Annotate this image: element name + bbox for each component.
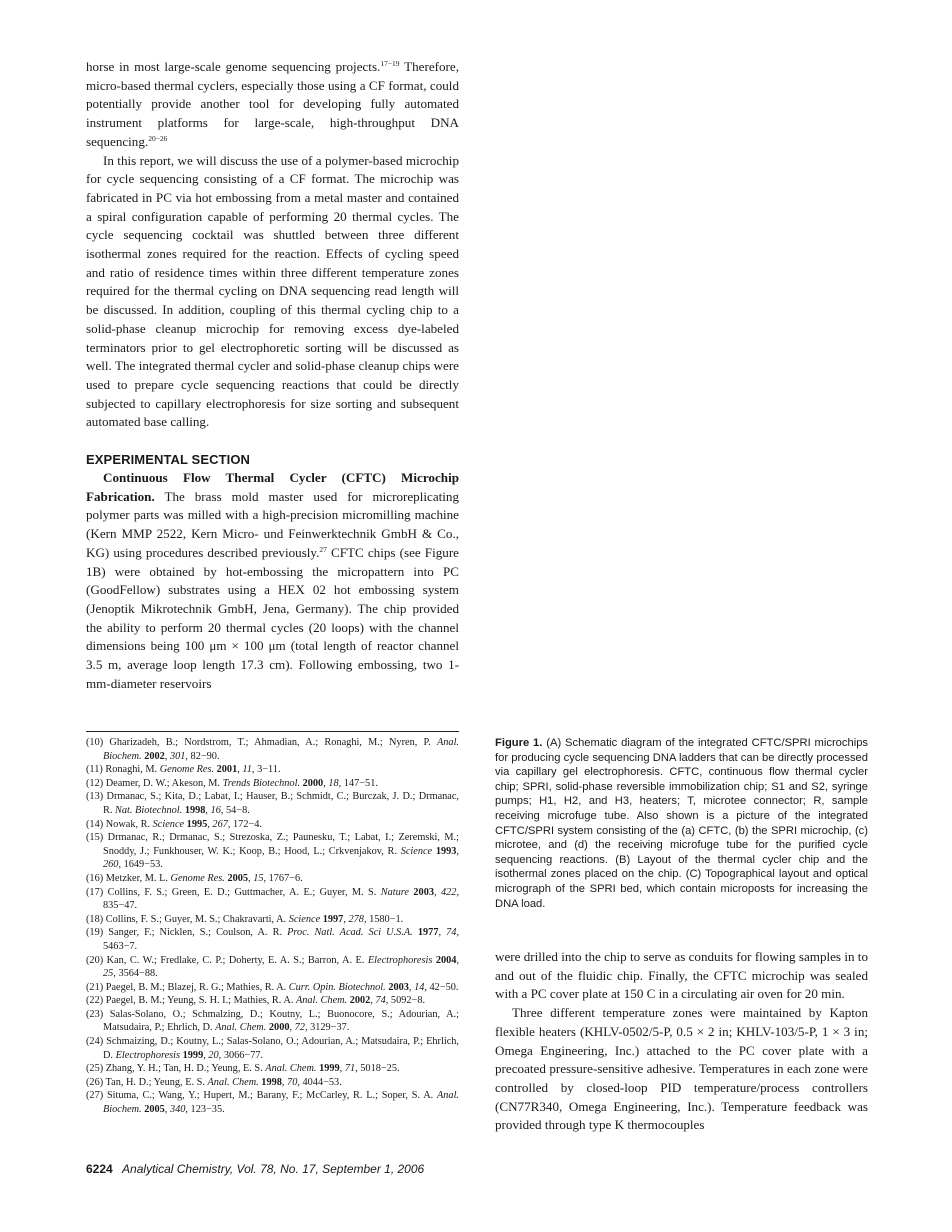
reference-pages: , 3564−88. (113, 968, 158, 980)
reference-pages: , 1767−6. (263, 872, 303, 884)
reference-item: (27) Situma, C.; Wang, Y.; Hupert, M.; Barany, F.; McCarley, R. L.; Soper, S. A. Anal. Biochem. 2005, 340, 123−35. (86, 1090, 460, 1116)
reference-pages: , 54−8. (220, 804, 250, 816)
reference-item: (24) Schmaizing, D.; Koutny, L.; Salas-Solano, O.; Adourian, A.; Matsudaira, P.; Ehrlich, D. Electrophoresis 1999, 20, 3066−77. (86, 1036, 460, 1061)
left-column (86, 58, 459, 694)
reference-year: 2005 (144, 1104, 165, 1116)
citation-superscript: 20−26 (148, 133, 168, 143)
reference-volume: 14 (414, 981, 425, 993)
reference-authors: Paegel, B. M.; Yeung, S. H. I.; Mathies, R. A. (105, 995, 296, 1007)
reference-year: 1977 (417, 927, 439, 939)
reference-year: 1993 (435, 845, 457, 857)
reference-authors: Kan, C. W.; Fredlake, C. P.; Doherty, E. A. S.; Barron, A. E. (106, 954, 368, 966)
reference-journal: Nat. Biotechnol. (115, 804, 183, 816)
section-heading: EXPERIMENTAL SECTION (86, 452, 251, 468)
body-paragraph (86, 58, 459, 152)
reference-number: (12) (86, 777, 104, 789)
reference-authors: Drmanac, S.; Kita, D.; Labat, I.; Hauser, B.; Schmidt, C.; Burczak, J. D.; Drmanac, R. (103, 791, 460, 816)
body-paragraph: Three different temperature zones were maintained by Kapton flexible heaters (KHLV-0502/5-P, 0.5 × 2 in; KHLV-103/5-P, 1 × 3 in; Omega Engineering, Inc.) attached to the PC cover plate with a precoated pressure-sensitive adhesive. Temperatures in each zone were controlled by closed-loop PID temperature/process controllers (CN77R340, Omega Engineering, Inc.). Temperature feedback was provided through type K thermocouples (495, 1005, 868, 1133)
reference-pages: , 3129−37. (304, 1022, 350, 1034)
reference-item: (19) Sanger, F.; Nicklen, S.; Coulson, A. R. Proc. Natl. Acad. Sci U.S.A. 1977, 74, 5463−7. (86, 927, 460, 952)
reference-list (86, 731, 459, 1117)
reference-journal: Proc. Natl. Acad. Sci U.S.A. (287, 927, 413, 939)
reference-year: 1998 (184, 804, 206, 816)
reference-item: (10) Gharizadeh, B.; Nordstrom, T.; Ahmadian, A.; Ronaghi, M.; Nyren, P. Anal. Biochem. 2002, 301, 82−90. (86, 737, 460, 762)
reference-number: (13) (86, 791, 104, 803)
reference-authors: Metzker, M. L. (105, 872, 171, 884)
reference-volume: 260 (103, 859, 119, 871)
reference-journal: Anal. Biochem. (103, 737, 460, 762)
reference-item: (15) Drmanac, R.; Drmanac, S.; Strezoska, Z.; Paunesku, T.; Labat, I.; Zeremski, M.; Snoddy, J.; Funkhouser, W. K.; Koop, B.; Hood, L.; Crkvenjakov, R. Science 1993, 260, 1649−53. (86, 832, 459, 871)
reference-item: (18) Collins, F. S.; Guyer, M. S.; Chakravarti, A. Science 1997, 278, 1580−1. (86, 913, 404, 925)
reference-number: (19) (86, 927, 104, 939)
reference-number: (18) (86, 913, 104, 925)
reference-item: (14) Nowak, R. Science 1995, 267, 172−4. (86, 818, 262, 830)
reference-year: 2001 (216, 764, 238, 776)
reference-volume: 16 (210, 804, 221, 816)
reference-year: 2002 (349, 995, 371, 1007)
reference-item: (17) Collins, F. S.; Green, E. D.; Guttmacher, A. E.; Guyer, M. S. Nature 2003, 422, 835−47. (86, 886, 460, 912)
reference-volume: 422 (440, 886, 457, 898)
reference-journal: Science (152, 818, 185, 830)
reference-year: 1995 (186, 818, 208, 830)
reference-pages: , 123−35. (185, 1104, 225, 1116)
citation-superscript: 27 (319, 544, 327, 554)
reference-volume: 70 (287, 1076, 298, 1088)
reference-authors: Ronaghi, M. (105, 764, 160, 776)
reference-number: (25) (86, 1063, 104, 1075)
reference-number: (27) (86, 1090, 104, 1102)
reference-volume: 11 (242, 764, 252, 776)
paragraph-text: CFTC chips (see Figure 1B) were obtained by hot-embossing the micropattern into PC (GoodFellow) substrates using a HEX 02 hot embossing system (Jenoptik Mikrotechnik GmbH, Jena, Germany). The chip provided the ability to perform 20 thermal cycles (20 loops) with the channel dimensions being 100 μm × 100 μm (total length of reactor channel 3.5 m, average loop length 17.3 cm). Following embossing, two 1-mm-diameter reservoirs (86, 544, 459, 691)
citation-superscript: 17−19 (380, 59, 400, 68)
figure-caption (495, 736, 868, 911)
reference-authors: Tan, H. D.; Yeung, E. S. (105, 1076, 208, 1088)
reference-pages: , 3−11. (251, 764, 281, 776)
paragraph-text: Therefore, micro-based thermal cyclers, especially those using a CF format, could potentially provide another tool for developing fully automated instrument platforms for large-scale, high-throughput DNA sequencing. (86, 59, 460, 149)
reference-volume: 278 (348, 913, 364, 925)
reference-volume: 267 (212, 818, 228, 830)
journal-info: Analytical Chemistry, Vol. 78, No. 17, September 1, 2006 (122, 1162, 425, 1176)
reference-authors: Gharizadeh, B.; Nordstrom, T.; Ahmadian, A.; Ronaghi, M.; Nyren, P. (109, 737, 437, 748)
reference-journal: Trends Biotechnol. (222, 777, 301, 789)
reference-number: (15) (86, 832, 104, 844)
reference-journal: Electrophoresis (367, 954, 433, 966)
reference-number: (22) (86, 995, 104, 1007)
reference-year: 2000 (268, 1022, 290, 1034)
reference-pages: , 1649−53. (118, 859, 163, 871)
reference-volume: 340 (169, 1104, 186, 1116)
reference-journal: Science (400, 845, 433, 857)
paragraph-text: horse in most large-scale genome sequencing projects. (86, 59, 381, 74)
reference-item: (13) Drmanac, S.; Kita, D.; Labat, I.; Hauser, B.; Schmidt, C.; Burczak, J. D.; Drmanac, R. Nat. Biotechnol. 1998, 16, 54−8. (86, 791, 460, 816)
reference-item: (21) Paegel, B. M.; Blazej, R. G.; Mathies, R. A. Curr. Opin. Biotechnol. 2003, 14, 42−50. (86, 981, 459, 993)
reference-authors: Collins, F. S.; Green, E. D.; Guttmacher, A. E.; Guyer, M. S. (107, 886, 381, 898)
page-number: 6224 (86, 1162, 113, 1176)
figure-caption-block (495, 736, 868, 948)
reference-authors: Drmanac, R.; Drmanac, S.; Strezoska, Z.; Paunesku, T.; Labat, I.; Zeremski, M.; Snoddy, J.; Funkhouser, W. K.; Koop, B.; Hood, L.; Crkvenjakov, R. (103, 832, 459, 857)
reference-pages: , 4044−53. (297, 1076, 342, 1088)
reference-year: 2000 (302, 777, 324, 789)
reference-year: 1999 (182, 1049, 204, 1061)
reference-authors: Deamer, D. W.; Akeson, M. (105, 777, 223, 789)
reference-item: (26) Tan, H. D.; Yeung, E. S. Anal. Chem. 1998, 70, 4044−53. (86, 1076, 342, 1088)
reference-authors: Paegel, B. M.; Blazej, R. G.; Mathies, R. A. (105, 981, 289, 993)
reference-year: 2004 (435, 954, 457, 966)
reference-item: (11) Ronaghi, M. Genome Res. 2001, 11, 3−11. (86, 764, 281, 776)
reference-year: 2002 (144, 750, 165, 762)
reference-year: 2005 (227, 872, 249, 884)
reference-journal: Curr. Opin. Biotechnol. (288, 981, 386, 993)
reference-year: 1999 (319, 1063, 340, 1075)
reference-volume: 18 (328, 777, 339, 789)
reference-authors: Nowak, R. (105, 818, 153, 830)
reference-year: 1997 (322, 913, 344, 925)
right-column (495, 736, 868, 1135)
figure-label: Figure 1. (495, 737, 543, 749)
reference-authors: Salas-Solano, O.; Schmalzing, D.; Koutny, L.; Buonocore, S.; Adourian, A.; Matsudaira, P.; Ehrlich, D. (103, 1008, 459, 1034)
reference-journal: Anal. Biochem. (103, 1090, 460, 1116)
reference-journal: Genome Res. (159, 764, 215, 776)
reference-number: (17) (86, 886, 104, 898)
reference-journal: Anal. Chem. (215, 1022, 267, 1034)
reference-number: (20) (86, 954, 104, 966)
reference-number: (10) (86, 737, 104, 748)
reference-number: (21) (86, 981, 104, 993)
caption-text: (A) Schematic diagram of the integrated CFTC/SPRI microchips for producing cycle sequencing DNA ladders that can be directly processed via capillary gel electrophoresis. CFTC, continuous flow thermal cycler chip; SPRI, solid-phase reversible immobilization chip; S1 and S2, syringe pumps; H1, H2, and H3, heaters; T, microtee connector; R, sample receiving microfuge tube. Also shown is a picture of the integrated CFTC/SPRI system consisting of the (a) CFTC, (b) the SPRI microchip, (c) microtee, and (d) the receiving microfuge tube for the purified cycle sequencing reactions. (B) Layout of the thermal cycler chip and the isothermal zones placed on the chip. (C) Topographical layout and optical micrograph of the SPRI bed, which contain microposts for increasing the DNA load. (495, 737, 869, 910)
body-paragraph: were drilled into the chip to serve as conduits for flowing samples in to and out of the fluidic chip. Finally, the CFTC microchip was sealed with a PC cover plate at 150 C in a circulating air oven for 20 min. (495, 949, 868, 1002)
body-paragraph (86, 469, 459, 693)
reference-pages: , 835−47. (103, 886, 460, 912)
reference-pages: , 147−51. (338, 777, 378, 789)
reference-volume: 74 (375, 995, 386, 1007)
reference-authors: Situma, C.; Wang, Y.; Hupert, M.; Barany, F.; McCarley, R. L.; Soper, S. A. (106, 1090, 437, 1102)
reference-number: (16) (86, 872, 104, 884)
reference-number: (24) (86, 1036, 104, 1048)
reference-pages: , 42−50. (424, 981, 459, 993)
reference-item: (25) Zhang, Y. H.; Tan, H. D.; Yeung, E. S. Anal. Chem. 1999, 71, 5018−25. (86, 1063, 400, 1075)
reference-number: (26) (86, 1076, 104, 1088)
reference-item: (12) Deamer, D. W.; Akeson, M. Trends Biotechnol. 2000, 18, 147−51. (86, 777, 378, 789)
reference-pages: , 1580−1. (363, 913, 404, 925)
body-paragraph: In this report, we will discuss the use of a polymer-based microchip for cycle sequencing consisting of a CF format. The microchip was fabricated in PC via hot embossing from a metal master and contained a spiral configuration capable of performing 20 thermal cycles. The cycle sequencing cocktail was shuttled between three different isothermal zones required for the reaction. Effects of cycling speed and ratio of residence times within three different temperature zones required for the thermal cycling on DNA sequencing read length will be discussed. In addition, coupling of this thermal cycling chip to a solid-phase cleanup microchip for removing excess dye-labeled terminators prior to gel electrophoretic sorting will be discussed as well. The integrated thermal cycler and solid-phase cleanup chips were used to prepare cycle sequencing reactions that could be directly subjected to capillary electrophoresis for size sorting and subsequent automated base calling. (86, 152, 459, 430)
reference-volume: 74 (446, 927, 457, 939)
reference-journal: Genome Res. (170, 872, 225, 884)
page-footer (86, 1162, 424, 1176)
reference-year: 2003 (388, 981, 409, 993)
reference-volume: 301 (169, 750, 186, 762)
reference-number: (14) (86, 818, 104, 830)
reference-year: 2003 (413, 886, 434, 898)
reference-authors: Zhang, Y. H.; Tan, H. D.; Yeung, E. S. (105, 1063, 266, 1075)
reference-year: 1998 (261, 1076, 282, 1088)
reference-authors: Schmaizing, D.; Koutny, L.; Salas-Solano, O.; Adourian, A.; Matsudaira, P.; Ehrlich, D. (103, 1036, 460, 1061)
reference-journal: Science (288, 913, 321, 925)
reference-journal: Electrophoresis (115, 1049, 181, 1061)
reference-volume: 15 (253, 872, 264, 884)
reference-number: (23) (86, 1008, 104, 1020)
reference-volume: 71 (344, 1063, 356, 1075)
reference-number: (11) (86, 764, 103, 776)
reference-authors: Collins, F. S.; Guyer, M. S.; Chakravarti, A. (105, 913, 289, 925)
paragraph-text: The brass mold master used for microreplicating polymer parts was milled with a high-precision micromilling machine (Kern MMP 2522, Kern Micro- und Feinwerktechnik GmbH & Co., KG) using procedures described previously. (86, 488, 459, 560)
run-in-heading: Continuous Flow Thermal Cycler (CFTC) Microchip Fabrication. (86, 470, 459, 504)
reference-volume: 20 (208, 1049, 219, 1061)
reference-pages: , 172−4. (227, 818, 262, 830)
reference-item: (23) Salas-Solano, O.; Schmalzing, D.; Koutny, L.; Buonocore, S.; Adourian, A.; Matsudaira, P.; Ehrlich, D. Anal. Chem. 2000, 72, 3129−37. (86, 1008, 459, 1034)
reference-volume: 72 (294, 1022, 305, 1034)
reference-journal: Anal. Chem. (207, 1076, 259, 1088)
reference-pages: , 82−90. (185, 750, 220, 762)
reference-authors: Sanger, F.; Nicklen, S.; Coulson, A. R. (108, 927, 288, 939)
reference-item: (22) Paegel, B. M.; Yeung, S. H. I.; Mathies, R. A. Anal. Chem. 2002, 74, 5092−8. (86, 995, 426, 1007)
reference-pages: , 5018−25. (355, 1063, 400, 1075)
reference-pages: , 5463−7. (103, 927, 460, 952)
reference-pages: , 5092−8. (385, 995, 426, 1007)
reference-volume: 25 (103, 968, 114, 980)
reference-pages: , 3066−77. (218, 1049, 264, 1061)
reference-journal: Nature (380, 886, 409, 898)
reference-journal: Anal. Chem. (265, 1063, 317, 1075)
reference-item: (16) Metzker, M. L. Genome Res. 2005, 15, 1767−6. (86, 872, 303, 884)
reference-item: (20) Kan, C. W.; Fredlake, C. P.; Doherty, E. A. S.; Barron, A. E. Electrophoresis 2004, 25, 3564−88. (86, 954, 460, 980)
reference-journal: Anal. Chem. (295, 995, 348, 1007)
